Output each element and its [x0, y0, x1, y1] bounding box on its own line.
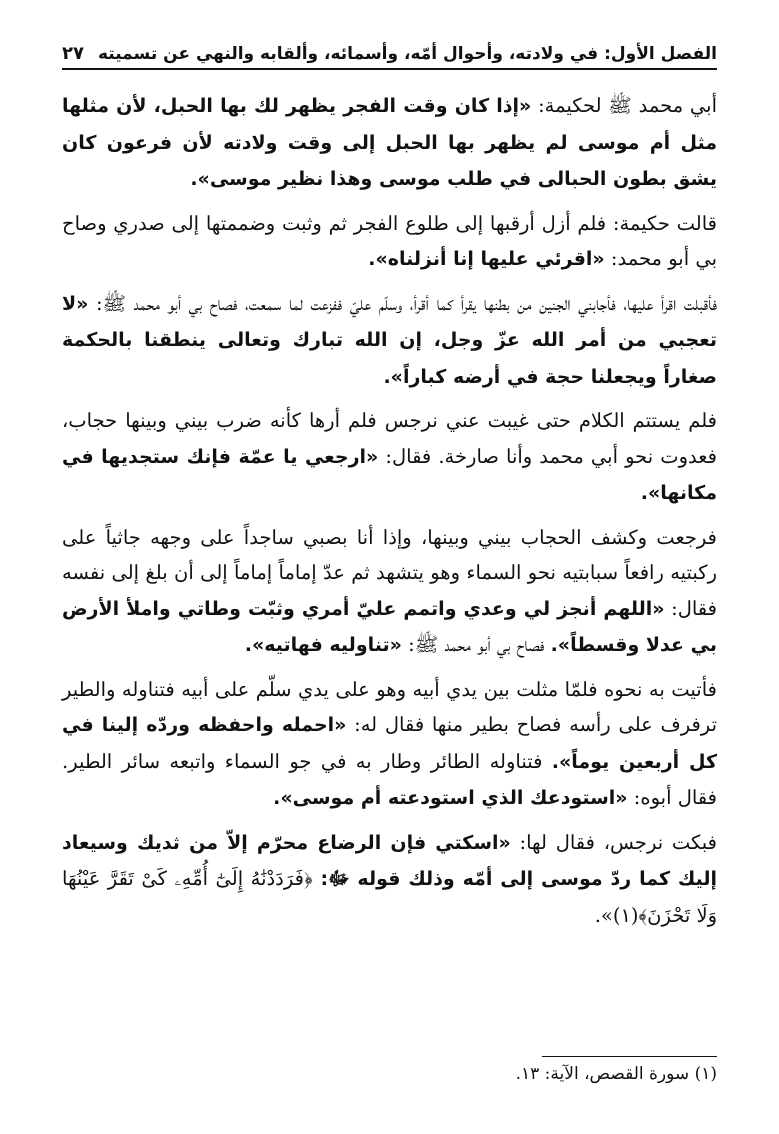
bold-quote: «استودعك الذي استودعته أم موسى». — [273, 787, 628, 809]
paragraph-2 — [62, 206, 717, 278]
text-run: فتناوله الطائر وطار به في جو السماء واتبعه سائر الطير. فقال أبوه: — [62, 749, 717, 809]
body-text — [62, 88, 717, 933]
paragraph-5 — [62, 520, 717, 664]
bold-quote: «ارجعي يا عمّة فإنك ستجديها في مكانها». — [62, 445, 717, 504]
text-run: فلم يستتم الكلام حتى غيبت عني نرجس فلم أرها كأنه ضرب بيني وبينها حجاب، فعدوت نحو أبي محمد وأنا صارخة. فقال: — [62, 409, 717, 468]
text-run: فأتيت به نحوه فلمّا مثلت بين يدي أبيه وهو على يدي سلّم على أبيه فتناوله والطير ترفرف على رأسه فصاح بطير منها فقال له: — [62, 677, 717, 736]
bold-quote: «احمله واحفظه وردّه إلينا في كل أربعين يوماً». — [62, 714, 717, 773]
bold-quote: «اللهم أنجز لي وعدي واتمم عليّ أمري وثبّت وطاتي واملأ الأرض بي عدلا وقسطاً». — [62, 597, 717, 656]
footnote-rule — [542, 1056, 717, 1057]
bold-quote: «اقرئي عليها إنا أنزلناه». — [368, 248, 605, 270]
bold-quote: «تناوليه فهاتيه». — [244, 634, 402, 656]
paragraph-4 — [62, 403, 717, 512]
footnote: (١) سورة القصص، الآية: ١٣. — [515, 1064, 717, 1084]
page-number: ٢٧ — [62, 43, 84, 64]
bold-quote: «اسكتي فإن الرضاع محرّم إلاّ من ثديك وسيعاد إليك كما ردّ موسى إلى أمّه وذلك قوله ﷻ: — [62, 831, 717, 890]
text-run: فصاح بي أبو محمد ﷺ: — [401, 633, 551, 656]
text-run: فبكت نرجس، فقال لها: — [510, 830, 717, 854]
bold-quote: «إذا كان وقت الفجر يظهر لك بها الحبل، لأن مثلها مثل أم موسى لم يظهر بها الحبل إلى وقت ولادته لأن فرعون كان يشق بطون الحبالى في طلب موسى وهذا نظير موسى». — [62, 95, 717, 190]
page-header — [62, 28, 717, 70]
paragraph-3 — [62, 286, 717, 396]
quran-verse: ﴿فَرَدَدْنَٰهُ إِلَىٰٓ أُمِّهِۦ كَىْ تَقَرَّ عَيْنُهَا وَلَا تَحْزَنَ﴾(١)». — [62, 867, 717, 927]
paragraph-1 — [62, 88, 717, 198]
paragraph-6 — [62, 672, 717, 817]
bold-quote: «لا تعجبي من أمر الله عزّ وجل، إن الله تبارك وتعالى ينطقنا بالحكمة صغاراً ويجعلنا حجة في أرضه كباراً». — [62, 292, 717, 388]
text-run: فأقبلت اقرأ عليها، فأجابني الجنين من بطنها يقرأ كما أقرأ، وسلّم عليّ ففزعت لما سمعت، فصاح بي أبو محمد ﷺ: — [88, 291, 717, 315]
paragraph-7 — [62, 825, 717, 934]
text-run: قالت حكيمة: فلم أزل أرقبها إلى طلوع الفجر ثم وثبت وضممتها إلى صدري وصاح بي أبو محمد: — [62, 211, 717, 270]
text-run: فرجعت وكشف الحجاب بيني وبينها، وإذا أنا بصبي ساجداً على وجهه جاثياً على ركبتيه رافعاً سبابتيه نحو السماء وهو يتشهد ثم عدّ إماماً إماماً إلى أن بلغ إلى نفسه فقال: — [62, 525, 717, 620]
running-title: الفصل الأول: في ولادته، وأحوال أمّه، وأسمائه، وألقابه والنهي عن تسميته — [97, 44, 717, 64]
text-run: أبي محمد ﷺ لحكيمة: — [531, 94, 717, 117]
